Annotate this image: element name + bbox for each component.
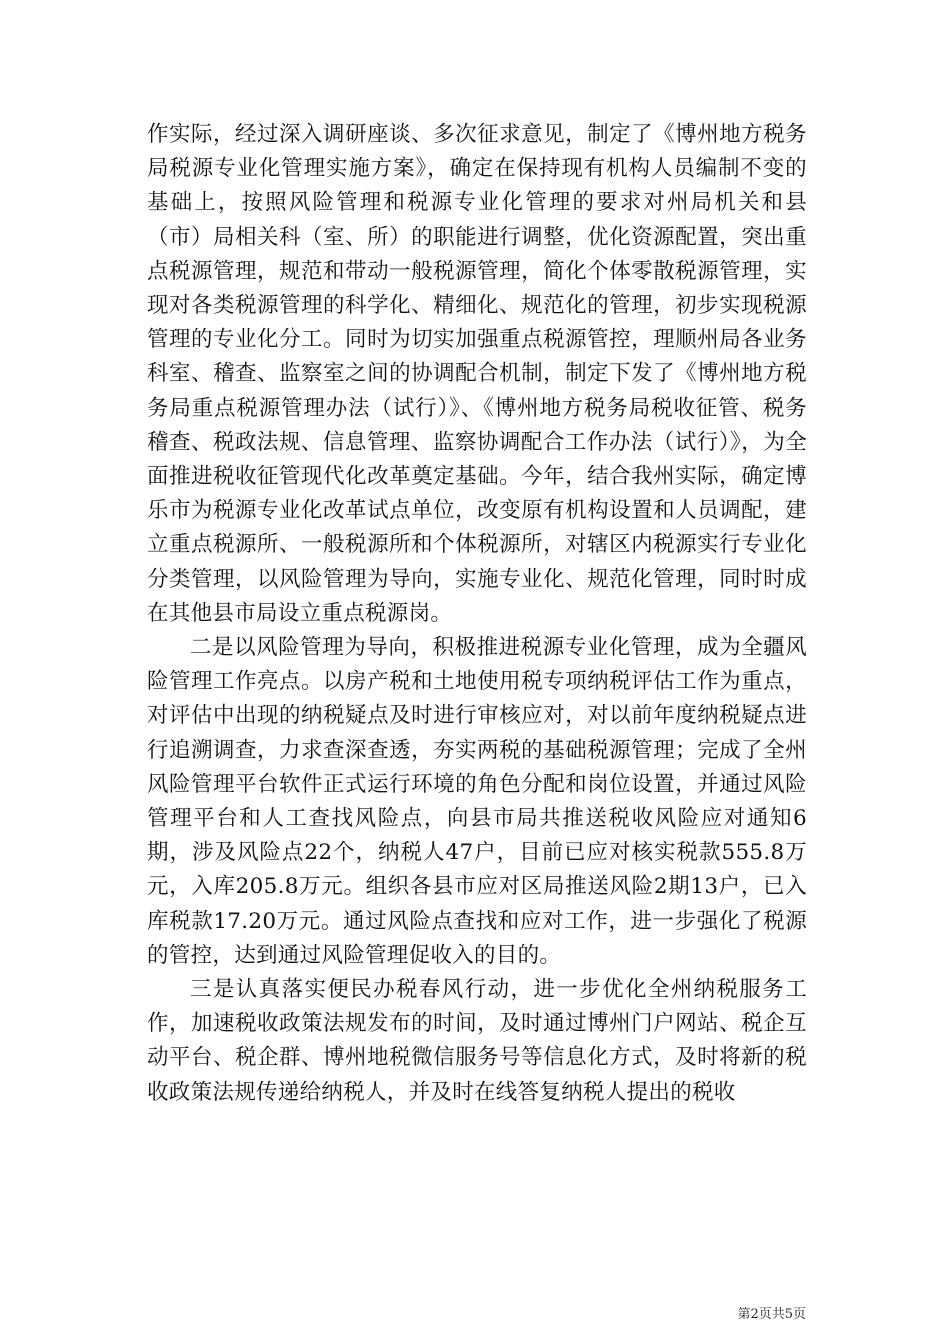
paragraph-1: 作实际，经过深入调研座谈、多次征求意见，制定了《博州地方税务局税源专业化管理实施方案》，确定在保持现有机构人员编制不变的基础上，按照风险管理和税源专业化管理的要求对州局机关和县（市）局相关科（室、所）的职能进行调整，优化资源配置，突出重点税源管理，规范和带动一般税源管理，简化个体零散税源管理，实现对各类税源管理的科学化、精细化、规范化的管理，初步实现税源管理的专业化分工。同时为切实加强重点税源管控，理顺州局各业务科室、稽查、监察室之间的协调配合机制，制定下发了《博州地方税务局重点税源管理办法（试行）》、《博州地方税务局税收征管、税务稽查、税政法规、信息管理、监察协调配合工作办法（试行）》，为全面推进税收征管现代化改革奠定基础。今年，结合我州实际，确定博乐市为税源专业化改革试点单位，改变原有机构设置和人员调配，建立重点税源所、一般税源所和个体税源所，对辖区内税源实行专业化分类管理，以风险管理为导向，实施专业化、规范化管理，同时时成在其他县市局设立重点税源岗。 bbox=[147, 122, 807, 626]
body-text bbox=[147, 118, 807, 1110]
page-number: 第2页共5页 bbox=[737, 1307, 806, 1322]
paragraph-2: 二是以风险管理为导向，积极推进税源专业化管理，成为全疆风险管理工作亮点。以房产税和土地使用税专项纳税评估工作为重点，对评估中出现的纳税疑点及时进行审核应对，对以前年度纳税疑点进行追溯调查，力求查深查透，夯实两税的基础税源管理；完成了全州风险管理平台软件正式运行环境的角色分配和岗位设置，并通过风险管理平台和人工查找风险点，向县市局共推送税收风险应对通知6期，涉及风险点22个，纳税人47户，目前已应对核实税款555.8万元，入库205.8万元。组织各县市应对区局推送风险2期13户，已入库税款17.20万元。通过风险点查找和应对工作，进一步强化了税源的管控，达到通过风险管理促收入的目的。 bbox=[147, 635, 807, 968]
paragraph-3: 三是认真落实便民办税春风行动，进一步优化全州纳税服务工作，加速税收政策法规发布的时间，及时通过博州门户网站、税企互动平台、税企群、博州地税微信服务号等信息化方式，及时将新的税收政策法规传递给纳税人，并及时在线答复纳税人提出的税收 bbox=[147, 977, 807, 1105]
